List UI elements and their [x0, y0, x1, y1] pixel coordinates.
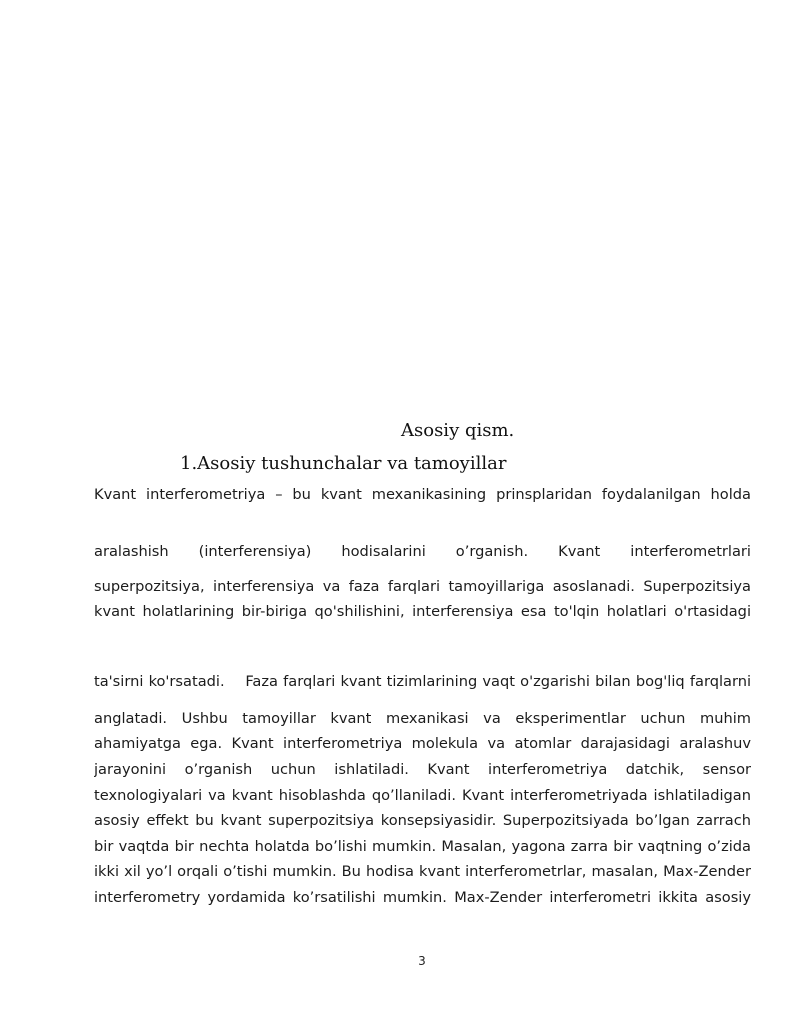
paragraph-line: jarayonini o’rganish uchun ishlatiladi. Kvant interferometriya datchik, sensor	[94, 761, 751, 778]
section-title: Asosiy qism.	[401, 420, 515, 441]
paragraph-line: anglatadi. Ushbu tamoyillar kvant mexanikasi va eksperimentlar uchun muhim	[94, 710, 751, 727]
paragraph-line: ikki xil yo’l orqali o’tishi mumkin. Bu hodisa kvant interferometrlar, masalan, Max-Zender	[94, 863, 751, 880]
paragraph-line: bir vaqtda bir nechta holatda bo’lishi mumkin. Masalan, yagona zarra bir vaqtning o’zida	[94, 838, 751, 855]
paragraph-line: asosiy effekt bu kvant superpozitsiya konsepsiyasidir. Superpozitsiyada bo’lgan zarrach	[94, 812, 751, 829]
paragraph-line: Kvant interferometriya – bu kvant mexanikasining prinsplaridan foydalanilgan holda	[94, 486, 751, 503]
paragraph-line: kvant holatlarining bir-biriga qo'shilishini, interferensiya esa to'lqin holatlari o'rtasidagi	[94, 603, 751, 620]
paragraph-line: ta'sirni ko'rsatadi. Faza farqlari kvant tizimlarining vaqt o'zgarishi bilan bog'liq farqlarni	[94, 673, 751, 690]
subsection-title: 1.Asosiy tushunchalar va tamoyillar	[180, 453, 507, 474]
paragraph-line: ahamiyatga ega. Kvant interferometriya molekula va atomlar darajasidagi aralashuv	[94, 735, 751, 752]
paragraph-line: texnologiyalari va kvant hisoblashda qo’llaniladi. Kvant interferometriyada ishlatiladigan	[94, 787, 751, 804]
page-number: 3	[418, 954, 426, 968]
paragraph-line: aralashish (interferensiya) hodisalarini o’rganish. Kvant interferometrlari	[94, 543, 751, 560]
paragraph-line: superpozitsiya, interferensiya va faza farqlari tamoyillariga asoslanadi. Superpozitsiya	[94, 578, 751, 595]
paragraph-line: interferometry yordamida ko’rsatilishi mumkin. Max-Zender interferometri ikkita asosiy	[94, 889, 751, 906]
